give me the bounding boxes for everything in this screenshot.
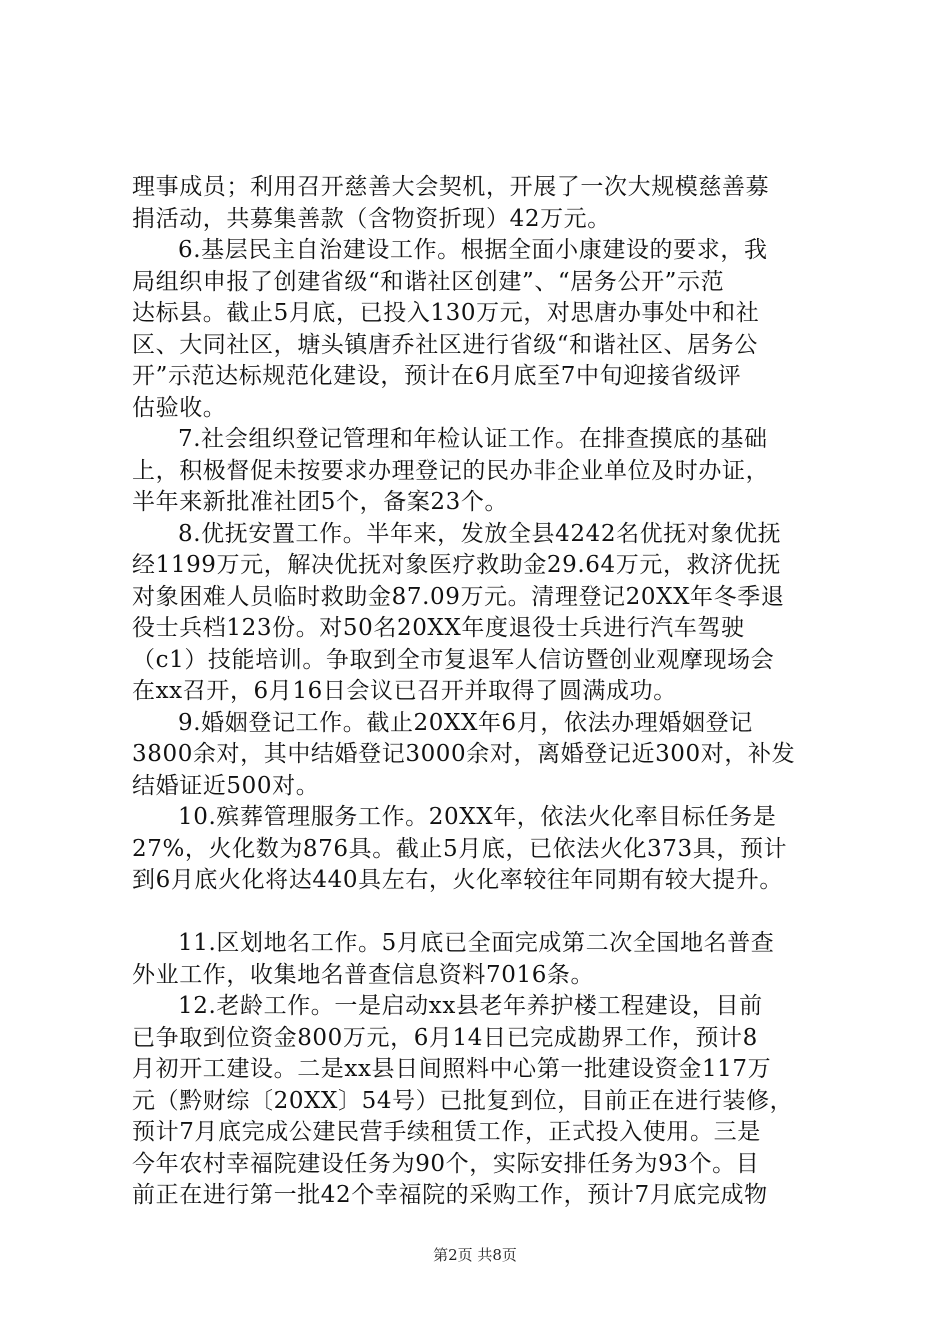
text-line: 开”示范达标规范化建设，预计在6月底至7中旬迎接省级评 — [132, 363, 742, 389]
text-line: 捐活动，共募集善款（含物资折现）42万元。 — [132, 205, 611, 232]
text-line: 区、大同社区，塘头镇唐乔社区进行省级“和谐社区、居务公 — [132, 331, 758, 358]
paragraph-6-start: 6.基层民主自治建设工作。根据全面小康建设的要求，我 — [178, 237, 768, 263]
text-line: 已争取到位资金800万元，6月14日已完成勘界工作，预计8 — [132, 1024, 758, 1051]
text-line: 元（黔财综〔20XX〕54号）已批复到位，目前正在进行装修， — [132, 1087, 794, 1114]
text-line: 27%，火化数为876具。截止5月底，已依法火化373具，预计 — [132, 835, 788, 862]
document-body — [132, 172, 832, 1212]
text-line: 在xx召开，6月16日会议已召开并取得了圆满成功。 — [132, 678, 677, 704]
text-line: 结婚证近500对。 — [132, 772, 320, 799]
page-number-footer: 第2页 共8页 — [433, 1246, 517, 1264]
text-line: 理事成员；利用召开慈善大会契机，开展了一次大规模慈善募 — [132, 174, 770, 200]
paragraph-12-start: 12.老龄工作。一是启动xx县老年养护楼工程建设，目前 — [178, 993, 763, 1019]
text-line: 到6月底火化将达440具左右，火化率较往年同期有较大提升。 — [132, 867, 783, 893]
text-line: 半年来新批准社团5个，备案23个。 — [132, 489, 509, 515]
text-line: （c1）技能培训。争取到全市复退军人信访暨创业观摩现场会 — [132, 646, 775, 673]
paragraph-11-start: 11.区划地名工作。5月底已全面完成第二次全国地名普查 — [178, 930, 775, 956]
text-line: 经1199万元，解决优抚对象医疗救助金29.64万元，救济优抚 — [132, 552, 781, 578]
text-line: 前正在进行第一批42个幸福院的采购工作，预计7月底完成物 — [132, 1182, 768, 1208]
text-line: 局组织申报了创建省级“和谐社区创建”、“居务公开”示范 — [132, 268, 725, 295]
text-line: 预计7月底完成公建民营手续租赁工作，正式投入使用。三是 — [132, 1119, 761, 1145]
text-line: 3800余对，其中结婚登记3000余对，离婚登记近300对，补发 — [132, 741, 796, 767]
text-line: 役士兵档123份。对50名20XX年度退役士兵进行汽车驾驶 — [132, 615, 745, 641]
paragraph-9-start: 9.婚姻登记工作。截止20XX年6月，依法办理婚姻登记 — [178, 709, 753, 736]
paragraph-gap — [132, 897, 832, 929]
text-line: 今年农村幸福院建设任务为90个，实际安排任务为93个。目 — [132, 1150, 760, 1177]
paragraph-7-start: 7.社会组织登记管理和年检认证工作。在排查摸底的基础 — [178, 426, 768, 452]
paragraph-8-start: 8.优抚安置工作。半年来，发放全县4242名优抚对象优抚 — [178, 520, 782, 547]
text-line: 估验收。 — [132, 394, 227, 421]
paragraph-10-start: 10.殡葬管理服务工作。20XX年，依法火化率目标任务是 — [178, 804, 777, 830]
text-line: 月初开工建设。二是xx县日间照料中心第一批建设资金117万 — [132, 1056, 772, 1082]
text-line: 外业工作，收集地名普查信息资料7016条。 — [132, 961, 595, 988]
text-line: 达标县。截止5月底，已投入130万元，对思唐办事处中和社 — [132, 300, 760, 326]
text-line: 对象困难人员临时救助金87.09万元。清理登记20XX年冬季退 — [132, 583, 785, 610]
text-line: 上，积极督促未按要求办理登记的民办非企业单位及时办证， — [132, 457, 770, 484]
